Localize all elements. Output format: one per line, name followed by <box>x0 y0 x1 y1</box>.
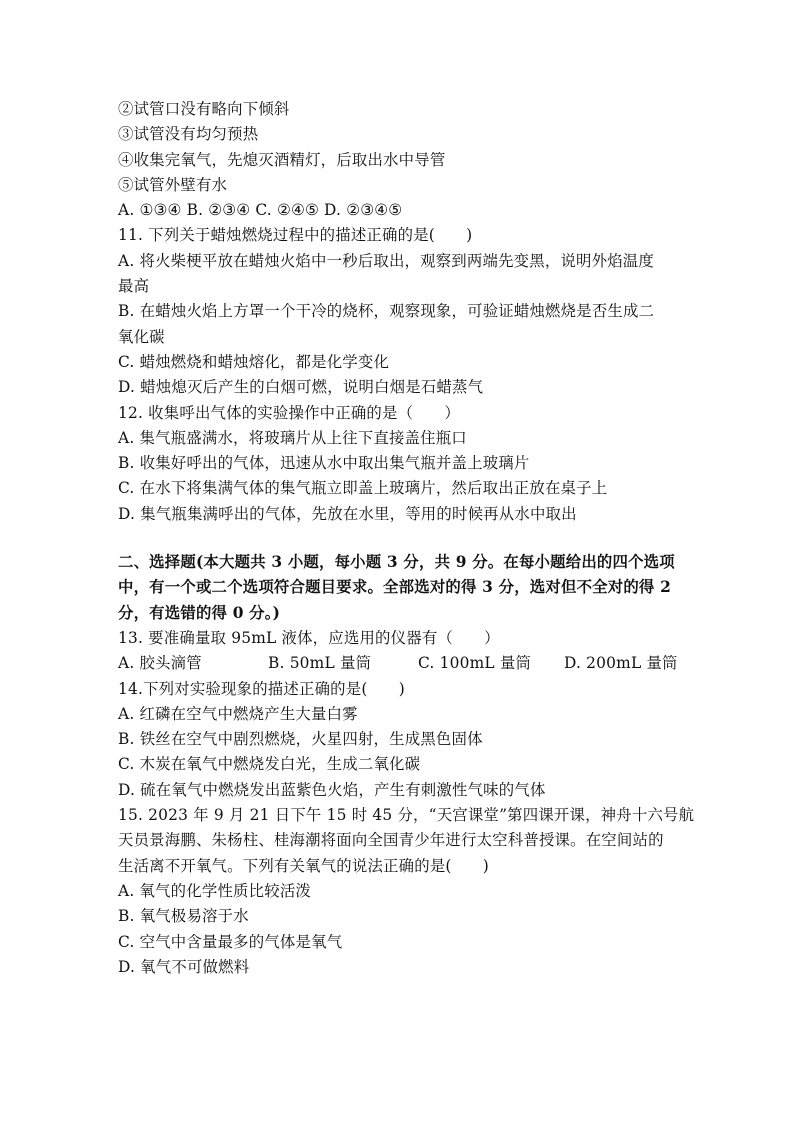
prev-item-3: ③试管没有均匀预热 <box>118 125 259 144</box>
section2-header-line3: 分，有选错的得 0 分。) <box>118 603 281 622</box>
prev-item-2: ②试管口没有略向下倾斜 <box>118 100 290 118</box>
q15-stem-line1: 15. 2023 年 9 月 21 日下午 15 时 45 分，“天宫课堂”第四课开课，神舟十六号航 <box>118 806 695 825</box>
q13-option-b: B. 50mL 量筒 <box>268 654 372 673</box>
q14-option-d: D. 硫在氧气中燃烧发出蓝紫色火焰，产生有刺激性气味的气体 <box>118 780 546 799</box>
prev-item-5: ⑤试管外壁有水 <box>118 175 228 194</box>
q15-stem-line2: 天员景海鹏、朱杨柱、桂海潮将面向全国青少年进行太空科普授课。在空间站的 <box>118 831 664 850</box>
q11-option-b: B. 在蜡烛火焰上方罩一个干冷的烧杯，观察现象，可验证蜡烛燃烧是否生成二 <box>118 302 655 321</box>
q14-stem: 14.下列对实验现象的描述正确的是( ) <box>118 679 405 698</box>
q14-option-b: B. 铁丝在空气中剧烈燃烧，火星四射，生成黑色固体 <box>118 730 483 749</box>
q15-option-a: A. 氧气的化学性质比较活泼 <box>118 881 311 900</box>
q12-option-a: A. 集气瓶盛满水，将玻璃片从上往下直接盖住瓶口 <box>118 428 467 447</box>
q14-option-c: C. 木炭在氧气中燃烧发白光，生成二氧化碳 <box>118 755 421 774</box>
q11-stem: 11. 下列关于蜡烛燃烧过程中的描述正确的是( ) <box>118 226 473 245</box>
q13-option-c: C. 100mL 量筒 <box>418 654 532 673</box>
q12-option-b: B. 收集好呼出的气体，迅速从水中取出集气瓶并盖上玻璃片 <box>118 454 530 473</box>
q13-stem: 13. 要准确量取 95mL 液体，应选用的仪器有（ ） <box>118 628 500 647</box>
q11-option-a-cont: 最高 <box>118 277 150 296</box>
q14-option-a: A. 红磷在空气中燃烧产生大量白雾 <box>118 704 358 723</box>
page-content <box>118 97 695 980</box>
q12-stem: 12. 收集呼出气体的实验操作中正确的是（ ） <box>118 403 460 422</box>
q15-option-c: C. 空气中含量最多的气体是氧气 <box>118 932 343 951</box>
q15-option-d: D. 氧气不可做燃料 <box>118 957 250 976</box>
q15-option-b: B. 氧气极易溶于水 <box>118 907 249 926</box>
q11-option-d: D. 蜡烛熄灭后产生的白烟可燃，说明白烟是石蜡蒸气 <box>118 378 484 397</box>
q11-option-a: A. 将火柴梗平放在蜡烛火焰中一秒后取出，观察到两端先变黑，说明外焰温度 <box>118 251 654 270</box>
prev-item-4: ④收集完氧气，先熄灭酒精灯，后取出水中导管 <box>118 150 446 169</box>
q15-stem-line3: 生活离不开氧气。下列有关氧气的说法正确的是( ) <box>118 856 489 875</box>
q12-option-d: D. 集气瓶集满呼出的气体，先放在水里，等用的时候再从水中取出 <box>118 504 577 523</box>
section2-header-line2: 中，有一个或二个选项符合题目要求。全部选对的得 3 分，选对但不全对的得 2 <box>118 578 671 597</box>
q11-option-c: C. 蜡烛燃烧和蜡烛熔化，都是化学变化 <box>118 352 390 371</box>
q12-option-c: C. 在水下将集满气体的集气瓶立即盖上玻璃片，然后取出正放在桌子上 <box>118 479 608 498</box>
q13-options <box>118 651 678 676</box>
q11-option-b-cont: 氧化碳 <box>118 327 165 346</box>
section2-header-line1: 二、选择题(本大题共 3 小题，每小题 3 分，共 9 分。在每小题给出的四个选项 <box>118 553 675 572</box>
section-gap <box>118 527 678 550</box>
q13-option-d: D. 200mL 量筒 <box>564 654 678 673</box>
prev-options: A. ①③④ B. ②③④ C. ②④⑤ D. ②③④⑤ <box>118 201 403 220</box>
q13-option-a: A. 胶头滴管 <box>118 654 202 673</box>
